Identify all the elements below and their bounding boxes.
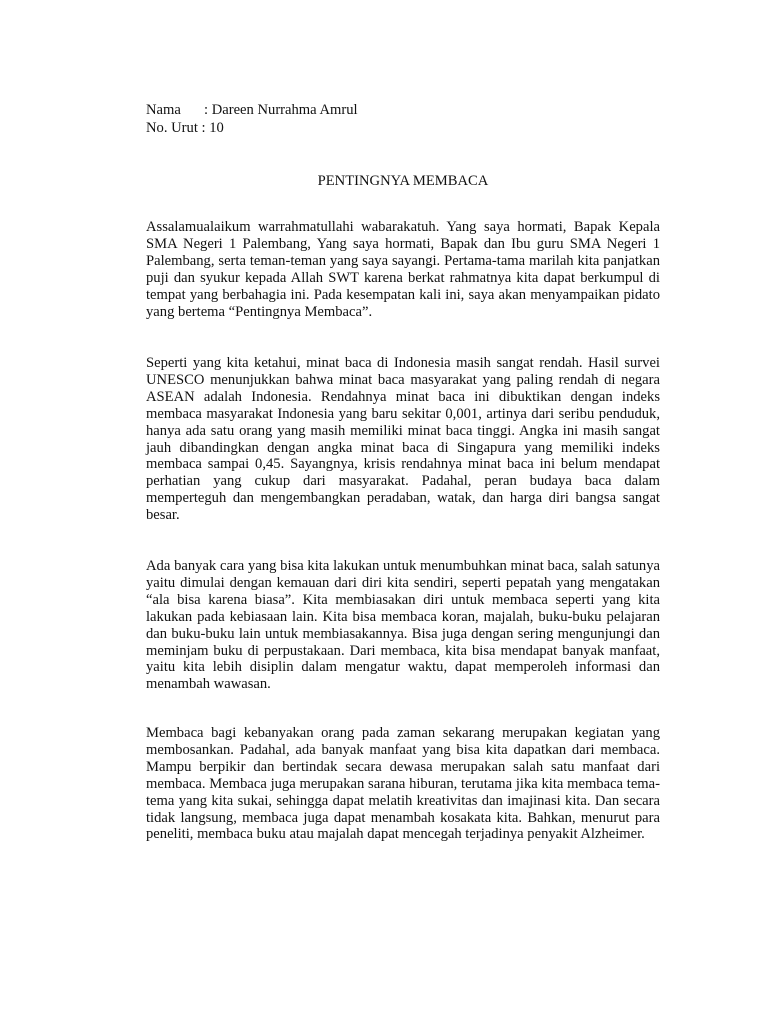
name-label: Nama: [146, 102, 181, 118]
paragraph-ways-to-grow: Ada banyak cara yang bisa kita lakukan untuk menumbuhkan minat baca, salah satunya yaitu dimulai dengan kemauan dari diri kita sendiri, seperti pepatah yang mengatakan “ala bisa karena biasa”. Kita membiasakan diri untuk membaca seperti yang kita lakukan pada kebiasaan lain. Kita bisa membaca koran, majalah, buku-buku pelajaran dan buku-buku lain untuk membiasakannya. Bisa juga dengan sering mengunjungi dan meminjam buku di perpustakaan. Dari membaca, kita bisa mendapat banyak manfaat, yaitu kita lebih disiplin dalam mengatur waktu, dapat memperoleh informasi dan menambah wawasan.: [146, 558, 660, 693]
paragraph-opening: Assalamualaikum warrahmatullahi wabarakatuh. Yang saya hormati, Bapak Kepala SMA Negeri 1 Palembang, Yang saya hormati, Bapak dan Ibu guru SMA Negeri 1 Palembang, serta teman-teman yang saya sayangi. Pertama-tama marilah kita panjatkan puji dan syukur kepada Allah SWT karena berkat rahmatnya kita dapat berkumpul di tempat yang berbahagia ini. Pada kesempatan kali ini, saya akan menyampaikan pidato yang bertema “Pentingnya Membaca”.: [146, 219, 660, 320]
paragraph-benefits: Membaca bagi kebanyakan orang pada zaman sekarang merupakan kegiatan yang membosankan. Padahal, ada banyak manfaat yang bisa kita dapatkan dari membaca. Mampu berpikir dan bertindak secara dewasa merupakan salah satu manfaat dari membaca. Membaca juga merupakan sarana hiburan, terutama jika kita membaca tema-tema yang kita sukai, sehingga dapat melatih kreativitas dan imajinasi kita. Dan secara tidak langsung, membaca juga dapat menambah kosakata kita. Bahkan, menurut para peneliti, membaca buku atau majalah dapat mencegah terjadinya penyakit Alzheimer.: [146, 725, 660, 843]
name-row: [146, 101, 358, 119]
paragraph-reading-interest: Seperti yang kita ketahui, minat baca di Indonesia masih sangat rendah. Hasil survei UNESCO menunjukkan bahwa minat baca masyarakat yang paling rendah di negara ASEAN adalah Indonesia. Rendahnya minat baca ini dibuktikan dengan indeks membaca masyarakat Indonesia yang baru sekitar 0,001, artinya dari seribu penduduk, hanya ada satu orang yang masih memiliki minat baca tinggi. Angka ini masih sangat jauh dibandingkan dengan angka minat baca di Singapura yang memiliki indeks membaca sampai 0,45. Sayangnya, krisis rendahnya minat baca ini belum mendapat perhatian yang cukup dari masyarakat. Padahal, peran budaya baca dalam memperteguh dan mengembangkan peradaban, watak, dan harga diri bangsa sangat besar.: [146, 355, 660, 524]
document-title: PENTINGNYA MEMBACA: [317, 173, 489, 189]
number-label: No. Urut: [146, 120, 198, 136]
number-row: [146, 119, 358, 137]
student-info: [146, 101, 358, 137]
name-value: : Dareen Nurrahma Amrul: [204, 102, 358, 118]
number-value: : 10: [201, 120, 224, 136]
